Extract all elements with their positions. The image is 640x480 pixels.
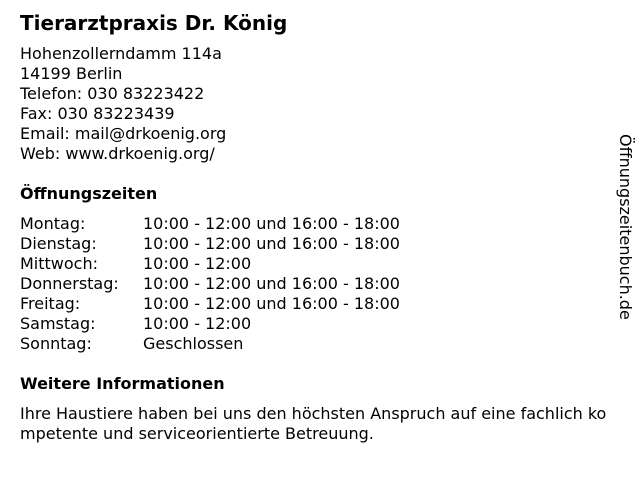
time-value: 10:00 - 12:00 und 16:00 - 18:00	[143, 214, 400, 233]
phone-line: Telefon: 030 83223422	[20, 84, 205, 103]
fax-line: Fax: 030 83223439	[20, 104, 175, 123]
day-label: Mittwoch:	[20, 254, 98, 273]
time-value: 10:00 - 12:00 und 16:00 - 18:00	[143, 294, 400, 313]
email-line: Email: mail@drkoenig.org	[20, 124, 227, 143]
further-info-heading: Weitere Informationen	[20, 374, 225, 393]
further-info-text: Ihre Haustiere haben bei uns den höchsten Anspruch auf eine fachlich kompetente und serviceorientierte Betreuung.	[20, 404, 607, 443]
time-value: 10:00 - 12:00 und 16:00 - 18:00	[143, 274, 400, 293]
day-label: Dienstag:	[20, 234, 97, 253]
time-value: 10:00 - 12:00	[143, 254, 252, 273]
day-label: Montag:	[20, 214, 86, 233]
time-value: 10:00 - 12:00	[143, 314, 252, 333]
time-value: Geschlossen	[143, 334, 244, 353]
address-city: 14199 Berlin	[20, 64, 123, 83]
practice-title: Tierarztpraxis Dr. König	[20, 11, 288, 35]
time-value: 10:00 - 12:00 und 16:00 - 18:00	[143, 234, 400, 253]
day-label: Freitag:	[20, 294, 81, 313]
day-label: Sonntag:	[20, 334, 92, 353]
opening-hours-heading: Öffnungszeiten	[20, 184, 158, 203]
day-label: Samstag:	[20, 314, 96, 333]
contact-block	[20, 44, 226, 164]
day-label: Donnerstag:	[20, 274, 119, 293]
site-watermark: Öffnungszeitenbuch.de	[616, 134, 635, 320]
address-street: Hohenzollerndamm 114a	[20, 44, 222, 63]
web-line: Web: www.drkoenig.org/	[20, 144, 215, 163]
